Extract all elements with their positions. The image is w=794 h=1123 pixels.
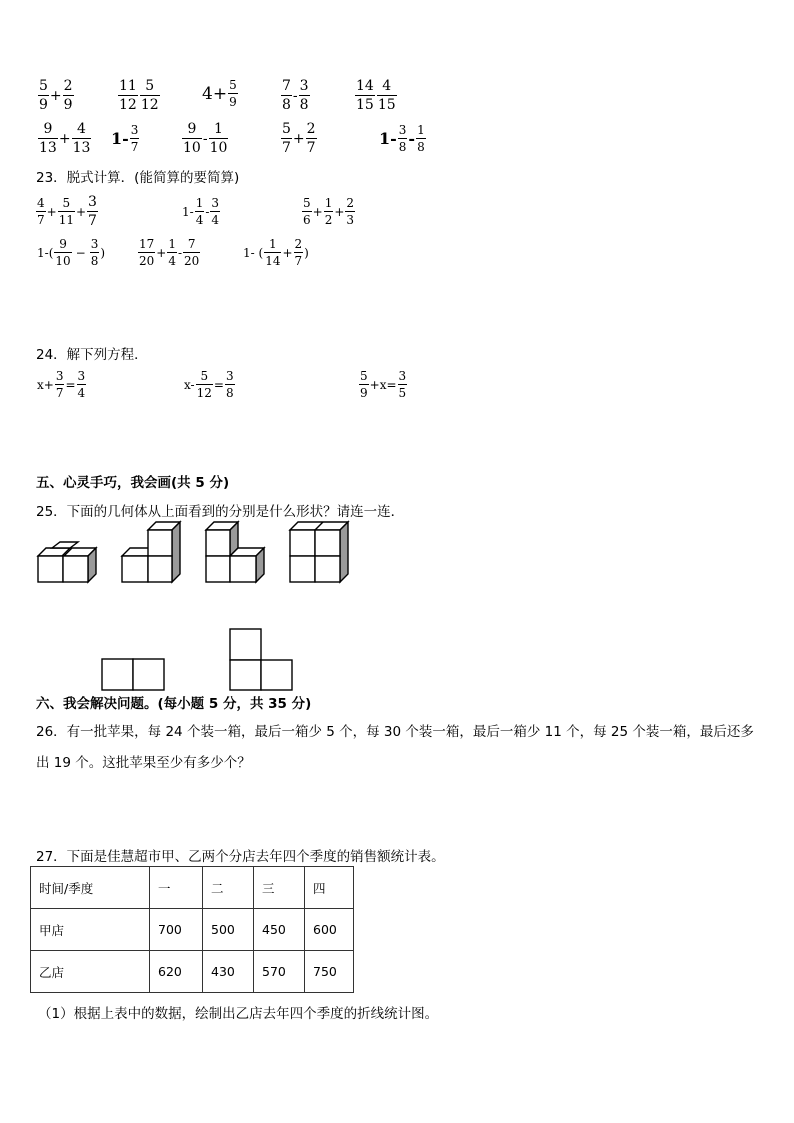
q24-title: 24．解下列方程． <box>36 347 148 363</box>
q22-expr-2: $\frac{11}{12}$ $\frac{5}{12}$ <box>119 78 159 113</box>
q24-equation-2: x- $\frac{5}{12}$ = $\frac{3}{8}$ <box>184 369 234 400</box>
table-header-cell: 一 <box>150 867 203 909</box>
table-cell: 450 <box>254 909 305 951</box>
table-cell: 570 <box>254 951 305 993</box>
q26-text-line-2: 出 19 个。这批苹果至少有多少个？ <box>36 755 251 771</box>
q22-expr-8: $\frac{9}{10}$ - $\frac{1}{10}$ <box>183 121 228 156</box>
table-cell: 750 <box>305 951 354 993</box>
table-cell: 430 <box>203 951 254 993</box>
solid-figure-2 <box>122 522 184 586</box>
table-header-cell: 二 <box>203 867 254 909</box>
q23-expr-6: 1- ( $\frac{1}{14}$ + $\frac{2}{7}$ ) <box>243 237 309 268</box>
table-header-cell: 三 <box>254 867 305 909</box>
q23-expr-3: $\frac{5}{6}$ + $\frac{1}{2}$ + $\frac{2}{3}$ <box>303 196 355 227</box>
q22-expr-6: $\frac{9}{13}$ + $\frac{4}{13}$ <box>39 121 91 156</box>
table-row <box>31 951 354 993</box>
table-cell: 700 <box>150 909 203 951</box>
section-6-title: 六、我会解决问题。(每小题 5 分，共 35 分) <box>36 696 312 712</box>
q24-equation-3: $\frac{5}{9}$ +x= $\frac{3}{5}$ <box>360 369 407 400</box>
solid-figure-4 <box>290 522 352 586</box>
top-view-shape-2 <box>229 628 295 692</box>
table-cell: 甲店 <box>31 909 150 951</box>
q23-expr-5: $\frac{17}{20}$ + $\frac{1}{4}$ - $\frac{7}{20}$ <box>139 237 200 268</box>
q24-equation-1: x+ $\frac{3}{7}$ = $\frac{3}{4}$ <box>37 369 86 400</box>
q22-expr-7: 1- $\frac{3}{7}$ <box>111 123 139 154</box>
q22-expr-1: $\frac{5}{9}$ + $\frac{2}{9}$ <box>39 78 73 113</box>
table-cell: 600 <box>305 909 354 951</box>
q25-title: 25．下面的几何体从上面看到的分别是什么形状？请连一连． <box>36 504 405 520</box>
q22-expr-3: 4+ $\frac{5}{9}$ <box>202 78 237 109</box>
table-header-cell: 时间/季度 <box>31 867 150 909</box>
table-cell: 乙店 <box>31 951 150 993</box>
q23-expr-4: 1-( $\frac{9}{10}$ − $\frac{3}{8}$ ) <box>37 237 106 268</box>
table-header-row <box>31 867 354 909</box>
q26-text-line-1: 26．有一批苹果，每 24 个装一箱，最后一箱少 5 个，每 30 个装一箱，最后一箱少 11 个，每 25 个装一箱，最后还多 <box>36 724 754 740</box>
q22-expr-9: $\frac{5}{7}$ + $\frac{2}{7}$ <box>282 121 316 156</box>
q22-expr-5: $\frac{14}{15}$ $\frac{4}{15}$ <box>356 78 396 113</box>
solid-figure-3 <box>206 522 268 586</box>
q23-title: 23．脱式计算．(能简算的要简算) <box>36 170 240 186</box>
q27-sub-question-1: （1）根据上表中的数据，绘制出乙店去年四个季度的折线统计图。 <box>38 1006 439 1022</box>
solid-figure-1 <box>38 542 102 586</box>
q23-expr-1: $\frac{4}{7}$ + $\frac{5}{11}$ + $\frac{3}{7}$ <box>37 194 97 229</box>
sales-table <box>30 866 354 993</box>
section-5-title: 五、心灵手巧，我会画(共 5 分) <box>36 475 230 491</box>
q23-expr-2: 1- $\frac{1}{4}$ - $\frac{3}{4}$ <box>182 196 220 227</box>
q22-expr-10: 1- $\frac{3}{8}$ - $\frac{1}{8}$ <box>379 123 425 154</box>
table-cell: 500 <box>203 909 254 951</box>
q22-expr-4: $\frac{7}{8}$ - $\frac{3}{8}$ <box>282 78 309 113</box>
table-row <box>31 909 354 951</box>
table-header-cell: 四 <box>305 867 354 909</box>
top-view-shape-1 <box>101 658 167 692</box>
table-cell: 620 <box>150 951 203 993</box>
q27-title: 27．下面是佳慧超市甲、乙两个分店去年四个季度的销售额统计表。 <box>36 849 445 865</box>
